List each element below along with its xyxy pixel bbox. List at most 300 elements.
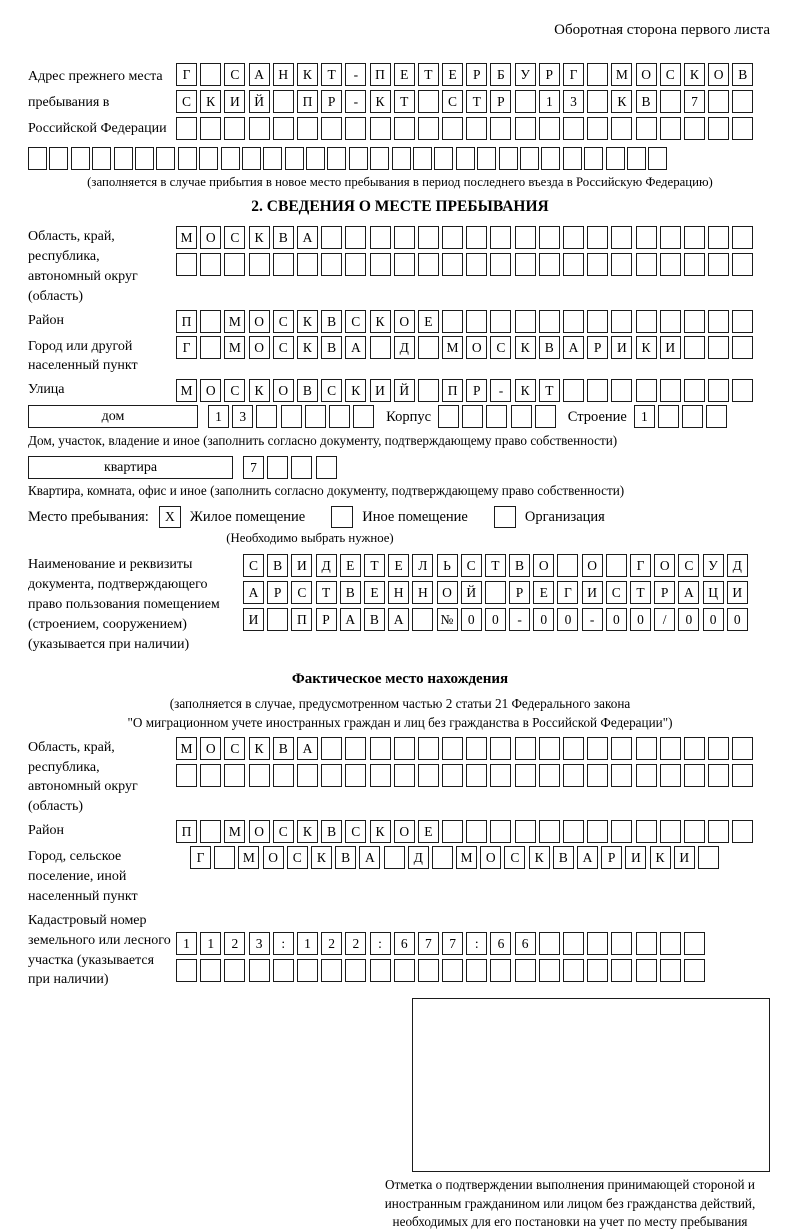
char-cell[interactable]: А xyxy=(678,581,699,604)
char-cell[interactable] xyxy=(732,336,753,359)
char-cell[interactable] xyxy=(660,310,681,333)
char-cell[interactable] xyxy=(684,959,705,982)
char-cell[interactable] xyxy=(732,764,753,787)
char-cell[interactable]: К xyxy=(297,336,318,359)
char-cell[interactable]: О xyxy=(273,379,294,402)
char-cell[interactable] xyxy=(539,310,560,333)
char-cell[interactable]: 0 xyxy=(557,608,578,631)
char-cell[interactable] xyxy=(176,764,197,787)
char-cell[interactable]: С xyxy=(606,581,627,604)
char-cell[interactable]: 6 xyxy=(394,932,415,955)
char-cell[interactable]: М xyxy=(224,820,245,843)
char-cell[interactable]: Е xyxy=(394,63,415,86)
char-cell[interactable] xyxy=(732,117,753,140)
char-cell[interactable]: 3 xyxy=(232,405,253,428)
char-cell[interactable] xyxy=(200,310,221,333)
char-cell[interactable]: Р xyxy=(321,90,342,113)
char-cell[interactable] xyxy=(660,226,681,249)
char-cell[interactable]: 0 xyxy=(630,608,651,631)
char-cell[interactable] xyxy=(660,764,681,787)
char-cell[interactable]: К xyxy=(345,379,366,402)
char-cell[interactable] xyxy=(353,405,374,428)
char-cell[interactable]: К xyxy=(311,846,332,869)
char-cell[interactable]: 2 xyxy=(345,932,366,955)
char-cell[interactable] xyxy=(606,147,625,170)
char-cell[interactable] xyxy=(466,117,487,140)
char-cell[interactable] xyxy=(490,764,511,787)
char-cell[interactable]: О xyxy=(249,310,270,333)
char-cell[interactable] xyxy=(438,405,459,428)
char-cell[interactable] xyxy=(477,147,496,170)
char-cell[interactable]: Г xyxy=(563,63,584,86)
char-cell[interactable] xyxy=(636,820,657,843)
char-cell[interactable] xyxy=(636,737,657,760)
char-cell[interactable] xyxy=(297,959,318,982)
char-cell[interactable] xyxy=(370,117,391,140)
char-cell[interactable]: Р xyxy=(316,608,337,631)
char-cell[interactable] xyxy=(648,147,667,170)
char-cell[interactable] xyxy=(370,336,391,359)
char-cell[interactable] xyxy=(708,820,729,843)
char-cell[interactable] xyxy=(660,379,681,402)
char-cell[interactable]: 2 xyxy=(224,932,245,955)
char-cell[interactable] xyxy=(200,117,221,140)
char-cell[interactable]: И xyxy=(674,846,695,869)
char-cell[interactable]: О xyxy=(200,379,221,402)
char-cell[interactable] xyxy=(611,117,632,140)
char-cell[interactable]: 7 xyxy=(243,456,264,479)
char-cell[interactable] xyxy=(515,117,536,140)
char-cell[interactable]: 0 xyxy=(727,608,748,631)
char-cell[interactable]: 0 xyxy=(533,608,554,631)
char-cell[interactable] xyxy=(418,764,439,787)
char-cell[interactable] xyxy=(273,117,294,140)
char-cell[interactable] xyxy=(587,310,608,333)
char-cell[interactable]: И xyxy=(625,846,646,869)
char-cell[interactable] xyxy=(200,253,221,276)
char-cell[interactable] xyxy=(321,764,342,787)
char-cell[interactable] xyxy=(224,253,245,276)
char-cell[interactable]: К xyxy=(297,820,318,843)
char-cell[interactable]: : xyxy=(273,932,294,955)
char-cell[interactable]: Т xyxy=(316,581,337,604)
char-cell[interactable] xyxy=(515,226,536,249)
char-cell[interactable]: В xyxy=(335,846,356,869)
char-cell[interactable] xyxy=(611,737,632,760)
char-cell[interactable] xyxy=(224,117,245,140)
char-cell[interactable]: 6 xyxy=(515,932,536,955)
char-cell[interactable] xyxy=(660,117,681,140)
char-cell[interactable]: 7 xyxy=(442,932,463,955)
char-cell[interactable] xyxy=(370,226,391,249)
char-cell[interactable] xyxy=(636,117,657,140)
char-cell[interactable] xyxy=(466,820,487,843)
char-cell[interactable]: С xyxy=(243,554,264,577)
char-cell[interactable]: К xyxy=(684,63,705,86)
char-cell[interactable] xyxy=(606,554,627,577)
char-cell[interactable] xyxy=(345,226,366,249)
char-cell[interactable] xyxy=(511,405,532,428)
char-cell[interactable] xyxy=(563,379,584,402)
char-cell[interactable] xyxy=(329,405,350,428)
char-cell[interactable]: О xyxy=(466,336,487,359)
char-cell[interactable] xyxy=(370,737,391,760)
char-cell[interactable] xyxy=(249,959,270,982)
char-cell[interactable] xyxy=(221,147,240,170)
char-cell[interactable] xyxy=(418,336,439,359)
char-cell[interactable] xyxy=(321,117,342,140)
char-cell[interactable] xyxy=(515,253,536,276)
char-cell[interactable] xyxy=(708,117,729,140)
char-cell[interactable]: С xyxy=(291,581,312,604)
char-cell[interactable] xyxy=(660,737,681,760)
char-cell[interactable] xyxy=(242,147,261,170)
char-cell[interactable] xyxy=(418,737,439,760)
char-cell[interactable] xyxy=(442,737,463,760)
char-cell[interactable] xyxy=(563,932,584,955)
char-cell[interactable] xyxy=(684,310,705,333)
char-cell[interactable]: Е xyxy=(388,554,409,577)
char-cell[interactable]: И xyxy=(370,379,391,402)
char-cell[interactable]: К xyxy=(249,737,270,760)
char-cell[interactable]: В xyxy=(267,554,288,577)
char-cell[interactable] xyxy=(541,147,560,170)
char-cell[interactable]: К xyxy=(650,846,671,869)
stay-option-other-premises-checkbox[interactable] xyxy=(331,506,353,528)
char-cell[interactable] xyxy=(345,764,366,787)
char-cell[interactable]: - xyxy=(509,608,530,631)
char-cell[interactable] xyxy=(587,90,608,113)
char-cell[interactable]: О xyxy=(200,226,221,249)
char-cell[interactable] xyxy=(394,117,415,140)
char-cell[interactable] xyxy=(273,764,294,787)
char-cell[interactable] xyxy=(321,253,342,276)
char-cell[interactable]: К xyxy=(200,90,221,113)
char-cell[interactable] xyxy=(684,379,705,402)
char-cell[interactable] xyxy=(732,226,753,249)
char-cell[interactable]: В xyxy=(636,90,657,113)
char-cell[interactable] xyxy=(466,253,487,276)
char-cell[interactable]: В xyxy=(321,820,342,843)
char-cell[interactable]: О xyxy=(708,63,729,86)
char-cell[interactable] xyxy=(432,846,453,869)
char-cell[interactable]: Г xyxy=(176,336,197,359)
char-cell[interactable]: : xyxy=(370,932,391,955)
char-cell[interactable]: 0 xyxy=(703,608,724,631)
char-cell[interactable] xyxy=(684,737,705,760)
char-cell[interactable]: С xyxy=(176,90,197,113)
char-cell[interactable] xyxy=(285,147,304,170)
char-cell[interactable] xyxy=(291,456,312,479)
char-cell[interactable]: А xyxy=(345,336,366,359)
char-cell[interactable] xyxy=(563,147,582,170)
char-cell[interactable] xyxy=(708,310,729,333)
char-cell[interactable] xyxy=(370,253,391,276)
char-cell[interactable] xyxy=(539,737,560,760)
char-cell[interactable]: 0 xyxy=(485,608,506,631)
char-cell[interactable]: - xyxy=(345,90,366,113)
char-cell[interactable] xyxy=(539,117,560,140)
char-cell[interactable]: 1 xyxy=(208,405,229,428)
char-cell[interactable]: К xyxy=(636,336,657,359)
char-cell[interactable]: О xyxy=(533,554,554,577)
char-cell[interactable] xyxy=(636,959,657,982)
char-cell[interactable] xyxy=(442,764,463,787)
char-cell[interactable] xyxy=(587,379,608,402)
char-cell[interactable] xyxy=(499,147,518,170)
char-cell[interactable]: М xyxy=(456,846,477,869)
char-cell[interactable]: Й xyxy=(249,90,270,113)
char-cell[interactable] xyxy=(515,820,536,843)
char-cell[interactable]: Р xyxy=(466,379,487,402)
char-cell[interactable]: А xyxy=(243,581,264,604)
char-cell[interactable] xyxy=(442,226,463,249)
char-cell[interactable]: Н xyxy=(388,581,409,604)
char-cell[interactable]: И xyxy=(660,336,681,359)
char-cell[interactable] xyxy=(636,764,657,787)
char-cell[interactable]: Р xyxy=(587,336,608,359)
char-cell[interactable] xyxy=(200,764,221,787)
char-cell[interactable]: А xyxy=(297,226,318,249)
char-cell[interactable] xyxy=(256,405,277,428)
char-cell[interactable]: Т xyxy=(630,581,651,604)
char-cell[interactable]: В xyxy=(732,63,753,86)
char-cell[interactable]: В xyxy=(321,310,342,333)
char-cell[interactable]: - xyxy=(582,608,603,631)
char-cell[interactable] xyxy=(156,147,175,170)
char-cell[interactable] xyxy=(515,90,536,113)
char-cell[interactable]: С xyxy=(504,846,525,869)
char-cell[interactable] xyxy=(316,456,337,479)
char-cell[interactable]: 1 xyxy=(297,932,318,955)
char-cell[interactable] xyxy=(611,932,632,955)
char-cell[interactable] xyxy=(611,310,632,333)
char-cell[interactable] xyxy=(490,820,511,843)
char-cell[interactable] xyxy=(273,253,294,276)
char-cell[interactable] xyxy=(485,581,506,604)
char-cell[interactable]: С xyxy=(660,63,681,86)
char-cell[interactable] xyxy=(563,117,584,140)
char-cell[interactable] xyxy=(611,820,632,843)
char-cell[interactable]: К xyxy=(249,226,270,249)
char-cell[interactable]: В xyxy=(273,737,294,760)
char-cell[interactable]: О xyxy=(654,554,675,577)
char-cell[interactable] xyxy=(321,959,342,982)
char-cell[interactable] xyxy=(200,336,221,359)
char-cell[interactable] xyxy=(394,959,415,982)
char-cell[interactable] xyxy=(682,405,703,428)
char-cell[interactable] xyxy=(587,117,608,140)
char-cell[interactable] xyxy=(684,336,705,359)
char-cell[interactable]: Р xyxy=(490,90,511,113)
char-cell[interactable] xyxy=(587,253,608,276)
char-cell[interactable]: В xyxy=(297,379,318,402)
char-cell[interactable] xyxy=(394,226,415,249)
char-cell[interactable]: М xyxy=(176,226,197,249)
char-cell[interactable]: К xyxy=(249,379,270,402)
char-cell[interactable]: П xyxy=(297,90,318,113)
char-cell[interactable]: 1 xyxy=(539,90,560,113)
char-cell[interactable]: Ц xyxy=(703,581,724,604)
char-cell[interactable]: К xyxy=(611,90,632,113)
char-cell[interactable] xyxy=(114,147,133,170)
char-cell[interactable]: В xyxy=(509,554,530,577)
char-cell[interactable] xyxy=(732,820,753,843)
char-cell[interactable]: И xyxy=(243,608,264,631)
char-cell[interactable]: В xyxy=(321,336,342,359)
char-cell[interactable] xyxy=(466,310,487,333)
char-cell[interactable]: 1 xyxy=(634,405,655,428)
char-cell[interactable]: У xyxy=(703,554,724,577)
char-cell[interactable]: Е xyxy=(340,554,361,577)
char-cell[interactable] xyxy=(660,932,681,955)
char-cell[interactable]: Д xyxy=(316,554,337,577)
char-cell[interactable]: Е xyxy=(418,310,439,333)
char-cell[interactable]: С xyxy=(287,846,308,869)
char-cell[interactable]: И xyxy=(224,90,245,113)
char-cell[interactable]: А xyxy=(563,336,584,359)
char-cell[interactable] xyxy=(563,226,584,249)
char-cell[interactable] xyxy=(442,253,463,276)
char-cell[interactable]: П xyxy=(291,608,312,631)
char-cell[interactable] xyxy=(563,253,584,276)
char-cell[interactable]: С xyxy=(461,554,482,577)
char-cell[interactable] xyxy=(627,147,646,170)
char-cell[interactable]: М xyxy=(224,310,245,333)
char-cell[interactable] xyxy=(200,63,221,86)
char-cell[interactable]: Р xyxy=(509,581,530,604)
char-cell[interactable] xyxy=(418,117,439,140)
char-cell[interactable]: Т xyxy=(539,379,560,402)
char-cell[interactable]: К xyxy=(297,310,318,333)
char-cell[interactable]: М xyxy=(224,336,245,359)
char-cell[interactable] xyxy=(515,959,536,982)
char-cell[interactable] xyxy=(636,226,657,249)
char-cell[interactable]: Т xyxy=(394,90,415,113)
char-cell[interactable]: Г xyxy=(557,581,578,604)
char-cell[interactable]: Р xyxy=(466,63,487,86)
char-cell[interactable] xyxy=(660,253,681,276)
char-cell[interactable] xyxy=(490,117,511,140)
char-cell[interactable]: - xyxy=(345,63,366,86)
char-cell[interactable] xyxy=(394,764,415,787)
char-cell[interactable] xyxy=(442,959,463,982)
char-cell[interactable] xyxy=(611,226,632,249)
char-cell[interactable] xyxy=(418,959,439,982)
char-cell[interactable] xyxy=(466,959,487,982)
char-cell[interactable] xyxy=(708,226,729,249)
char-cell[interactable]: Р xyxy=(267,581,288,604)
char-cell[interactable] xyxy=(418,253,439,276)
char-cell[interactable] xyxy=(178,147,197,170)
char-cell[interactable] xyxy=(708,737,729,760)
char-cell[interactable]: В xyxy=(340,581,361,604)
char-cell[interactable]: С xyxy=(490,336,511,359)
char-cell[interactable]: П xyxy=(442,379,463,402)
char-cell[interactable]: Т xyxy=(418,63,439,86)
char-cell[interactable] xyxy=(587,764,608,787)
char-cell[interactable]: 3 xyxy=(249,932,270,955)
char-cell[interactable]: Т xyxy=(466,90,487,113)
char-cell[interactable]: А xyxy=(577,846,598,869)
char-cell[interactable]: С xyxy=(224,379,245,402)
char-cell[interactable] xyxy=(249,117,270,140)
char-cell[interactable]: И xyxy=(582,581,603,604)
char-cell[interactable]: А xyxy=(359,846,380,869)
char-cell[interactable] xyxy=(224,764,245,787)
char-cell[interactable] xyxy=(539,932,560,955)
char-cell[interactable] xyxy=(611,764,632,787)
char-cell[interactable] xyxy=(563,310,584,333)
char-cell[interactable] xyxy=(684,932,705,955)
char-cell[interactable]: С xyxy=(321,379,342,402)
stay-option-residential-checkbox[interactable]: X xyxy=(159,506,181,528)
char-cell[interactable]: В xyxy=(553,846,574,869)
char-cell[interactable]: 2 xyxy=(321,932,342,955)
char-cell[interactable] xyxy=(349,147,368,170)
char-cell[interactable]: С xyxy=(678,554,699,577)
char-cell[interactable]: С xyxy=(345,310,366,333)
char-cell[interactable]: А xyxy=(297,737,318,760)
char-cell[interactable]: О xyxy=(394,310,415,333)
char-cell[interactable] xyxy=(327,147,346,170)
char-cell[interactable] xyxy=(345,117,366,140)
char-cell[interactable] xyxy=(611,959,632,982)
char-cell[interactable] xyxy=(732,737,753,760)
char-cell[interactable]: К xyxy=(370,310,391,333)
char-cell[interactable]: И xyxy=(727,581,748,604)
char-cell[interactable] xyxy=(490,737,511,760)
char-cell[interactable] xyxy=(442,820,463,843)
char-cell[interactable]: К xyxy=(370,820,391,843)
char-cell[interactable]: С xyxy=(273,820,294,843)
char-cell[interactable] xyxy=(539,820,560,843)
char-cell[interactable] xyxy=(515,310,536,333)
char-cell[interactable]: С xyxy=(442,90,463,113)
char-cell[interactable]: В xyxy=(539,336,560,359)
char-cell[interactable] xyxy=(490,253,511,276)
char-cell[interactable]: Т xyxy=(485,554,506,577)
char-cell[interactable] xyxy=(456,147,475,170)
char-cell[interactable] xyxy=(214,846,235,869)
char-cell[interactable] xyxy=(412,608,433,631)
char-cell[interactable] xyxy=(636,253,657,276)
char-cell[interactable] xyxy=(466,226,487,249)
char-cell[interactable]: К xyxy=(515,336,536,359)
char-cell[interactable] xyxy=(684,253,705,276)
char-cell[interactable] xyxy=(490,959,511,982)
char-cell[interactable] xyxy=(587,820,608,843)
char-cell[interactable] xyxy=(732,90,753,113)
char-cell[interactable]: О xyxy=(437,581,458,604)
char-cell[interactable]: О xyxy=(582,554,603,577)
char-cell[interactable]: В xyxy=(364,608,385,631)
char-cell[interactable] xyxy=(442,310,463,333)
char-cell[interactable] xyxy=(539,764,560,787)
char-cell[interactable] xyxy=(490,226,511,249)
char-cell[interactable]: - xyxy=(490,379,511,402)
char-cell[interactable]: Е xyxy=(364,581,385,604)
char-cell[interactable]: К xyxy=(515,379,536,402)
char-cell[interactable] xyxy=(732,253,753,276)
char-cell[interactable] xyxy=(684,226,705,249)
char-cell[interactable] xyxy=(587,959,608,982)
char-cell[interactable] xyxy=(708,379,729,402)
char-cell[interactable]: С xyxy=(224,63,245,86)
char-cell[interactable]: 0 xyxy=(461,608,482,631)
char-cell[interactable] xyxy=(442,117,463,140)
char-cell[interactable] xyxy=(49,147,68,170)
